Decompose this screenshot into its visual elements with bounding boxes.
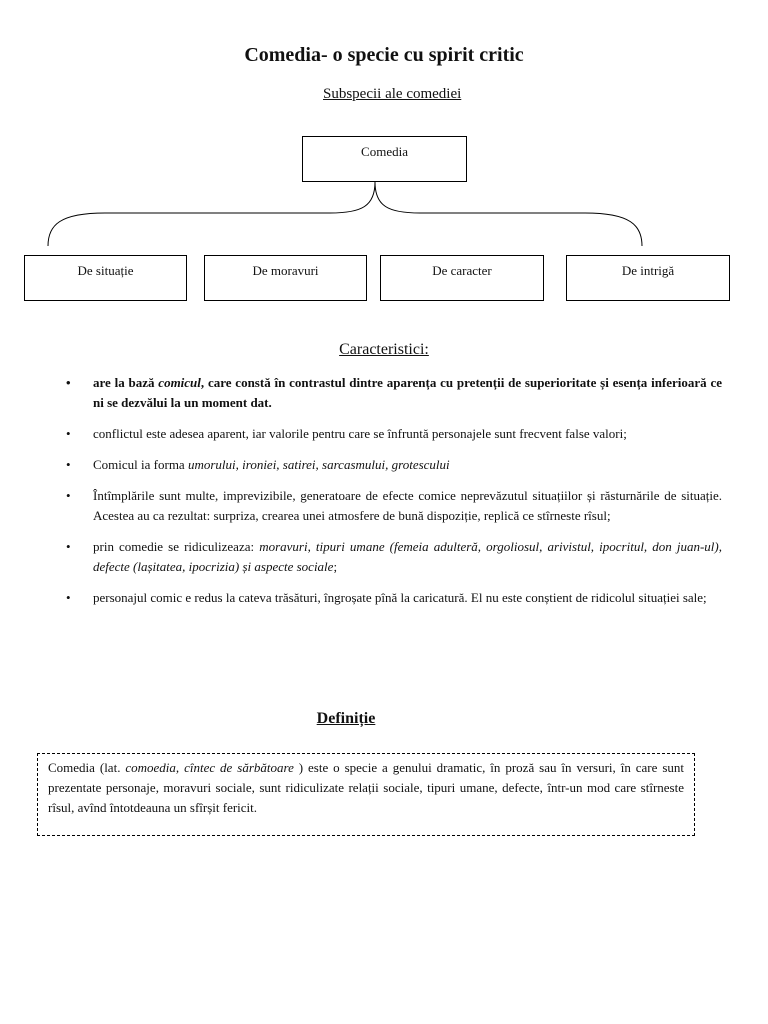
bullet-icon: • (66, 539, 71, 554)
diagram-root-box: Comedia (302, 136, 467, 182)
bullet-icon: • (66, 457, 71, 472)
list-item: • Întîmplările sunt multe, imprevizibile, generatoare de efecte comice neprevăzutul situațiilor și răsturnările de situație. Acestea au ca rezultat: surpriza, crearea unei atmosfere de bună dispoziție, replică ce stîrneste rîsul; (66, 488, 722, 523)
definition-text-rest: ) este o specie a genului dramatic, în proză sau în versuri, în care sunt prezentate personaje, moravuri sociale, sunt ridiculizate relații sociale, tipuri umane, defecte, într-un mod care stîrneste rîsul, avînd întotdeauna un sfîrșit fericit. (48, 760, 685, 815)
diagram-child-box-situatie: De situație (24, 255, 187, 301)
list-item: • conflictul este adesea aparent, iar valorile pentru care se înfruntă personajele sunt frecvent false valori; (66, 424, 722, 444)
list-item: • are la bază comicul, care constă în contrastul dintre aparența cu pretenții de superioritate și esența inferioară ce ni se dezvălui la un moment dat. (66, 375, 723, 410)
bullet-icon: • (66, 590, 71, 605)
definition-heading: Definiție (316, 710, 376, 727)
list-item: • personajul comic e redus la cateva trăsături, îngroșate pînă la caricatură. El nu este conștient de ridicolul situației sale; (66, 588, 722, 608)
bullet-icon: • (66, 375, 71, 390)
list-item: • Comicul ia forma umorului, ironiei, satirei, sarcasmului, grotescului (66, 455, 722, 475)
definition-box (37, 753, 695, 836)
diagram-child-box-caracter: De caracter (380, 255, 544, 301)
diagram-child-box-moravuri: De moravuri (204, 255, 367, 301)
bullet-icon: • (66, 426, 71, 441)
list-item: • prin comedie se ridiculizeaza: moravuri, tipuri umane (femeia adulteră, orgoliosul, arivistul, ipocritul, don juan-ul), defecte (lașitatea, ipocrizia) și aspecte sociale; (66, 539, 722, 574)
definition-text: Comedia (lat. (48, 760, 126, 775)
diagram-child-box-intriga: De intrigă (566, 255, 730, 301)
characteristics-heading: Caracteristici: (339, 341, 429, 358)
bullet-icon: • (66, 488, 71, 503)
diagram-subtitle: Subspecii ale comediei (323, 86, 462, 102)
characteristics-list (66, 373, 722, 619)
definition-latin: comoedia, cîntec de sărbătoare (125, 760, 294, 775)
page-title: Comedia- o specie cu spirit critic (244, 44, 524, 66)
